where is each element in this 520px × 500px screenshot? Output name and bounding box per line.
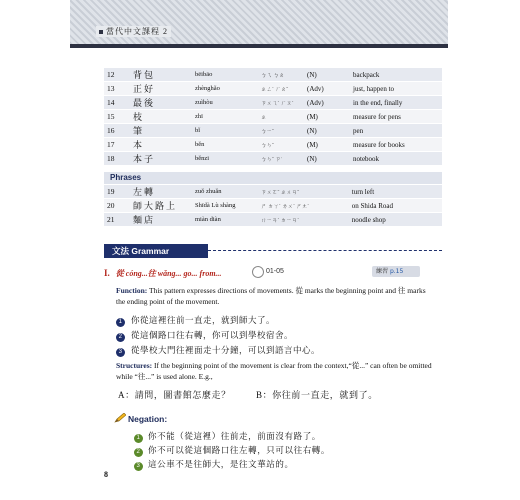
english-gloss: on Shida Road (349, 199, 442, 213)
item-number: 15 (104, 110, 130, 124)
part-of-speech: (M) (304, 110, 350, 124)
dialogue-b: B：你往前一直走，就到了。 (256, 390, 378, 400)
chinese-word: 本子 (130, 152, 192, 166)
english-gloss: measure for pens (350, 110, 442, 124)
negation-item (134, 458, 294, 471)
example-number: 2 (116, 333, 125, 342)
vocab-row (104, 68, 442, 82)
grammar-banner-rule (208, 250, 442, 251)
negation-text: 你不可以從這個路口往左轉，只可以往右轉。 (148, 445, 331, 455)
pinyin: miàn diàn (192, 213, 258, 227)
vocab-row (104, 185, 442, 199)
example-text: 你從這裡往前一直走，就到師大了。 (131, 315, 276, 325)
part-of-speech: (Adv) (304, 96, 350, 110)
zhuyin: ㄗㄨㄛˇ ㄓㄨㄢˇ (258, 185, 349, 199)
pinyin: bǐ (192, 124, 258, 138)
header-rule (70, 44, 448, 48)
workbook-label: 練習 (376, 268, 389, 275)
pinyin: zuǒ zhuǎn (192, 185, 258, 199)
chinese-word: 背包 (130, 68, 192, 82)
chinese-word: 枝 (130, 110, 192, 124)
english-gloss: turn left (349, 185, 442, 199)
item-number: 14 (104, 96, 130, 110)
dialogue-a: A：請問，圖書館怎麼走？ (118, 390, 231, 400)
english-gloss: pen (350, 124, 442, 138)
vocab-row (104, 152, 442, 166)
negation-text: 這公車不是往師大，是往文華站的。 (148, 459, 294, 469)
english-gloss: notebook (350, 152, 442, 166)
example-text: 從這個路口往右轉，你可以到學校宿舍。 (131, 330, 294, 340)
structures-paragraph (116, 360, 434, 382)
audio-icon[interactable] (252, 266, 264, 278)
book-title: 當代中文課程 2 (96, 26, 171, 37)
item-number: 20 (104, 199, 130, 213)
zhuyin: ㄓ (258, 110, 304, 124)
negation-number: 1 (134, 434, 143, 443)
part-of-speech: (Adv) (304, 82, 350, 96)
english-gloss: backpack (350, 68, 442, 82)
vocab-row (104, 199, 442, 213)
structures-text: If the beginning point of the movement is clear from the context,“從...” can often be omitted while “往...” is used alone. E.g., (116, 361, 432, 381)
english-gloss: noodle shop (349, 213, 442, 227)
pinyin: zhī (192, 110, 258, 124)
english-gloss: in the end, finally (350, 96, 442, 110)
vocab-row (104, 110, 442, 124)
function-text: This pattern expresses directions of movements. 從 marks the beginning point and 往 marks the ending point of the movement. (116, 286, 426, 306)
vocab-row (104, 213, 442, 227)
structures-label: Structures: (116, 361, 153, 370)
phrases-label: Phrases (104, 172, 442, 184)
vocab-row (104, 124, 442, 138)
vocab-table (104, 68, 442, 166)
negation-label: Negation: (128, 414, 168, 424)
item-number: 16 (104, 124, 130, 138)
chinese-word: 本 (130, 138, 192, 152)
example-item (116, 314, 275, 327)
chinese-word: 筆 (130, 124, 192, 138)
item-number: 13 (104, 82, 130, 96)
header-band (70, 0, 448, 44)
function-paragraph (116, 285, 434, 307)
grammar-point-number: I. (104, 268, 110, 278)
chinese-word: 麵店 (130, 213, 192, 227)
grammar-pattern: 從 cóng...往 wǎng... go... from... (115, 269, 222, 278)
negation-item (134, 444, 330, 457)
pencil-icon (114, 413, 126, 423)
negation-item (134, 430, 321, 443)
zhuyin: ㄇㄧㄢˋ ㄉㄧㄢˋ (258, 213, 349, 227)
pinyin: bēibāo (192, 68, 258, 82)
zhuyin: ㄅㄣˇ (258, 138, 304, 152)
pinyin: běn (192, 138, 258, 152)
negation-text: 你不能（從這裡）往前走，前面沒有路了。 (148, 431, 321, 441)
item-number: 18 (104, 152, 130, 166)
chinese-word: 師大路上 (130, 199, 192, 213)
audio-track-number: 01-05 (266, 268, 284, 275)
pinyin: zhènghǎo (192, 82, 258, 96)
page-number: 8 (104, 470, 108, 479)
bullet-icon (99, 30, 103, 34)
phrases-table (104, 185, 442, 227)
item-number: 17 (104, 138, 130, 152)
grammar-banner-label: 文法 Grammar (104, 244, 208, 258)
grammar-banner (104, 244, 442, 258)
zhuyin: ㄓㄥˋ ㄏㄠˇ (258, 82, 304, 96)
english-gloss: measure for books (350, 138, 442, 152)
chinese-word: 最後 (130, 96, 192, 110)
zhuyin: ㄕ ㄉㄚˋ ㄌㄨˋ ㄕㄤˋ (258, 199, 349, 213)
pinyin: Shīdà Lù shàng (192, 199, 258, 213)
item-number: 21 (104, 213, 130, 227)
example-item (116, 329, 293, 342)
vocab-row (104, 138, 442, 152)
zhuyin: ㄅㄣˇ ㄗ˙ (258, 152, 304, 166)
zhuyin: ㄅㄧˇ (258, 124, 304, 138)
negation-number: 2 (134, 448, 143, 457)
example-text: 從學校大門往裡面走十分鐘，可以到語言中心。 (131, 345, 321, 355)
vocab-row (104, 82, 442, 96)
part-of-speech: (M) (304, 138, 350, 152)
chinese-word: 正好 (130, 82, 192, 96)
vocab-row (104, 96, 442, 110)
function-label: Function: (116, 286, 148, 295)
zhuyin: ㄗㄨㄟˋ ㄏㄡˋ (258, 96, 304, 110)
zhuyin: ㄅㄟ ㄅㄠ (258, 68, 304, 82)
part-of-speech: (N) (304, 152, 350, 166)
chinese-word: 左轉 (130, 185, 192, 199)
grammar-point-title (104, 268, 222, 279)
example-item (116, 344, 320, 357)
part-of-speech: (N) (304, 124, 350, 138)
item-number: 19 (104, 185, 130, 199)
example-number: 1 (116, 318, 125, 327)
example-number: 3 (116, 348, 125, 357)
workbook-badge (372, 266, 420, 277)
item-number: 12 (104, 68, 130, 82)
english-gloss: just, happen to (350, 82, 442, 96)
workbook-page: p.15 (389, 268, 404, 275)
pinyin: běnzi (192, 152, 258, 166)
pinyin: zuìhòu (192, 96, 258, 110)
negation-number: 3 (134, 462, 143, 471)
part-of-speech: (N) (304, 68, 350, 82)
